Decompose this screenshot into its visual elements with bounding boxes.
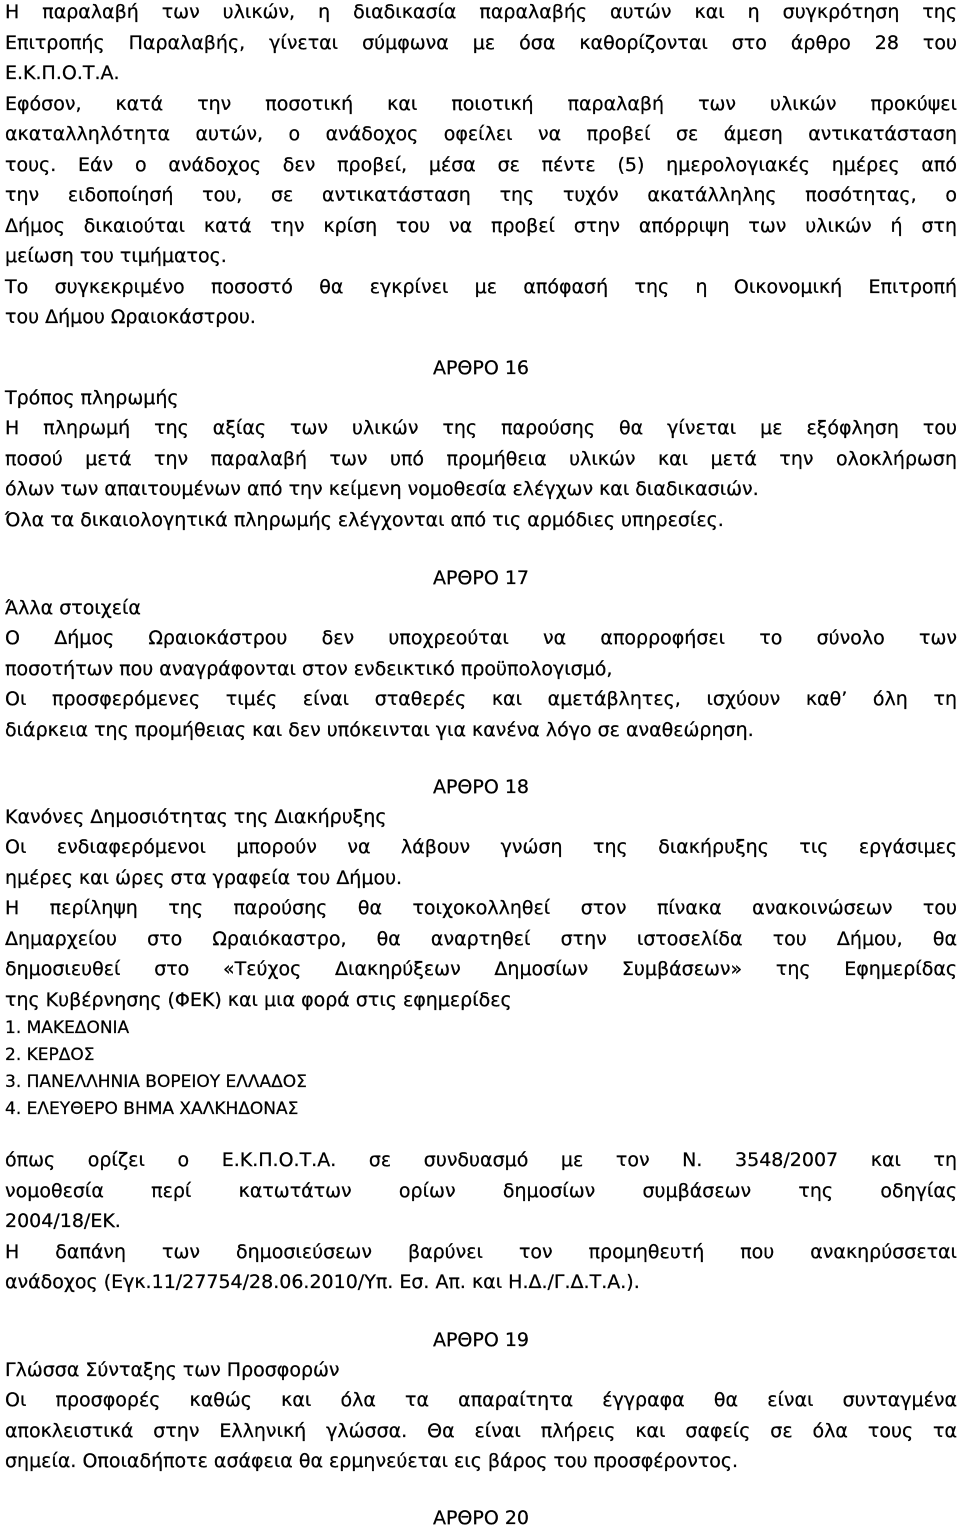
text-line: όπως ορίζει ο Ε.Κ.Π.Ο.Τ.Α. σε συνδυασμό με τον Ν. 3548/2007 και τη — [5, 1149, 957, 1171]
text-line: Ο Δήμος Ωραιοκάστρου δεν υποχρεούται να απορροφήσει το σύνολο των — [5, 627, 957, 649]
paragraph — [5, 89, 957, 272]
text-line: του Δήμου Ωραιοκάστρου. — [5, 306, 256, 328]
article-18 — [5, 772, 957, 1123]
article-heading: ΑΡΘΡΟ 19 — [432, 1329, 530, 1351]
article-heading: ΑΡΘΡΟ 17 — [432, 567, 530, 589]
paragraph — [5, 1237, 957, 1298]
paragraph — [5, 684, 957, 745]
text-line: σημεία. Οποιαδήποτε ασάφεια θα ερμηνεύεται εις βάρος του προσφέροντος. — [5, 1450, 739, 1472]
text-line: ακαταλληλότητα αυτών, ο ανάδοχος οφείλει να προβεί σε άμεση αντικατάσταση — [5, 123, 957, 145]
paragraph — [5, 1145, 957, 1237]
paragraph — [5, 1385, 957, 1477]
text-line: Οι ενδιαφερόμενοι μπορούν να λάβουν γνώση της διακήρυξης τις εργάσιμες — [5, 836, 957, 858]
article-heading: ΑΡΘΡΟ 18 — [432, 776, 530, 798]
list-item: 4. ΕΛΕΥΘΕΡΟ ΒΗΜΑ ΧΑΛΚΗΔΟΝΑΣ — [5, 1099, 299, 1119]
text-line: ποσοτήτων που αναγράφονται στον ενδεικτικό προϋπολογισμό, — [5, 657, 613, 680]
article-heading: ΑΡΘΡΟ 20 — [432, 1507, 530, 1529]
text-line: ημέρες και ώρες στα γραφεία του Δήμου. — [5, 866, 403, 889]
paragraph — [5, 832, 957, 893]
paragraph — [5, 272, 957, 333]
text-line: Ε.Κ.Π.Ο.Τ.Α. — [5, 62, 120, 84]
article-subtitle: Κανόνες Δημοσιότητας της Διακήρυξης — [5, 806, 387, 828]
article-subtitle: Γλώσσα Σύνταξης των Προσφορών — [5, 1359, 340, 1381]
text-line: Όλα τα δικαιολογητικά πληρωμής ελέγχονται από τις αρμόδιες υπηρεσίες. — [5, 508, 724, 531]
paragraph — [5, 505, 957, 536]
text-line: Η περίληψη της παρούσης θα τοιχοκολληθεί στον πίνακα ανακοινώσεων του — [5, 897, 957, 919]
text-line: 2004/18/ΕΚ. — [5, 1210, 121, 1232]
text-line: τους. Εάν ο ανάδοχος δεν προβεί, μέσα σε πέντε (5) ημερολογιακές ημέρες από — [5, 153, 957, 176]
text-line: Δήμος δικαιούται κατά την κρίση του να προβεί στην απόρριψη των υλικών ή στη — [5, 214, 957, 237]
text-line: ποσού μετά την παραλαβή των υπό προμήθεια υλικών και μετά την ολοκλήρωση — [5, 447, 957, 470]
text-line: Επιτροπής Παραλαβής, γίνεται σύμφωνα με όσα καθορίζονται στο άρθρο 28 του — [5, 31, 957, 54]
text-line: Εφόσον, κατά την ποσοτική και ποιοτική παραλαβή των υλικών προκύψει — [5, 92, 957, 115]
text-line: Η παραλαβή των υλικών, η διαδικασία παραλαβής αυτών και η συγκρότηση της — [5, 1, 957, 23]
newspaper-list — [5, 1015, 957, 1123]
text-line: της Κυβέρνησης (ΦΕΚ) και μια φορά στις εφημερίδες — [5, 988, 512, 1011]
text-line: την ειδοποίησή του, σε αντικατάσταση της τυχόν ακατάλληλης ποσότητας, ο — [5, 184, 957, 206]
article-20 — [5, 1503, 957, 1533]
article-17 — [5, 563, 957, 745]
article-subtitle: Τρόπος πληρωμής — [5, 387, 179, 409]
text-line: Δημαρχείου στο Ωραιόκαστρο, θα αναρτηθεί στην ιστοσελίδα του Δήμου, θα — [5, 927, 957, 950]
article-16 — [5, 353, 957, 535]
text-line: διάρκεια της προμήθειας και δεν υπόκεινται για κανένα λόγο σε αναθεώρηση. — [5, 718, 754, 741]
text-line: Η πληρωμή της αξίας των υλικών της παρούσης θα γίνεται με εξόφληση του — [5, 417, 957, 439]
text-line: αποκλειστικά στην Ελληνική γλώσσα. Θα είναι πλήρεις και σαφείς σε όλα τους τα — [5, 1419, 957, 1442]
list-item: 1. ΜΑΚΕΔΟΝΙΑ — [5, 1018, 130, 1038]
text-line: Οι προσφερόμενες τιμές είναι σταθερές και αμετάβλητες, ισχύουν καθ’ όλη τη — [5, 688, 957, 710]
text-line: μείωση του τιμήματος. — [5, 245, 227, 267]
text-line: Η δαπάνη των δημοσιεύσεων βαρύνει τον προμηθευτή που ανακηρύσσεται — [5, 1240, 957, 1263]
text-line: όλων των απαιτουμένων από την κείμενη νομοθεσία ελέγχων και διαδικασιών. — [5, 478, 759, 500]
text-line: δημοσιευθεί στο «Τεύχος Διακηρύξεων Δημοσίων Συμβάσεων» της Εφημερίδας — [5, 958, 957, 980]
text-line: Οι προσφορές καθώς και όλα τα απαραίτητα έγγραφα θα είναι συνταγμένα — [5, 1389, 957, 1411]
article-19 — [5, 1325, 957, 1477]
intro-section — [5, 0, 957, 333]
list-item: 2. ΚΕΡΔΟΣ — [5, 1045, 95, 1065]
paragraph — [5, 0, 957, 89]
article-subtitle: Άλλα στοιχεία — [5, 597, 141, 619]
paragraph — [5, 623, 957, 684]
list-item: 3. ΠΑΝΕΛΛΗΝΙΑ ΒΟΡΕΙΟΥ ΕΛΛΑΔΟΣ — [5, 1072, 307, 1092]
text-line: ανάδοχος (Εγκ.11/27754/28.06.2010/Υπ. Εσ. Απ. και Η.Δ./Γ.Δ.Τ.Α.). — [5, 1271, 640, 1293]
text-line: νομοθεσία περί κατωτάτων ορίων δημοσίων συμβάσεων της οδηγίας — [5, 1179, 957, 1202]
article-18-continued — [5, 1145, 957, 1298]
paragraph — [5, 893, 957, 1015]
article-heading: ΑΡΘΡΟ 16 — [432, 357, 530, 379]
paragraph — [5, 413, 957, 505]
text-line: Το συγκεκριμένο ποσοστό θα εγκρίνει με απόφασή της η Οικονομική Επιτροπή — [5, 275, 957, 298]
